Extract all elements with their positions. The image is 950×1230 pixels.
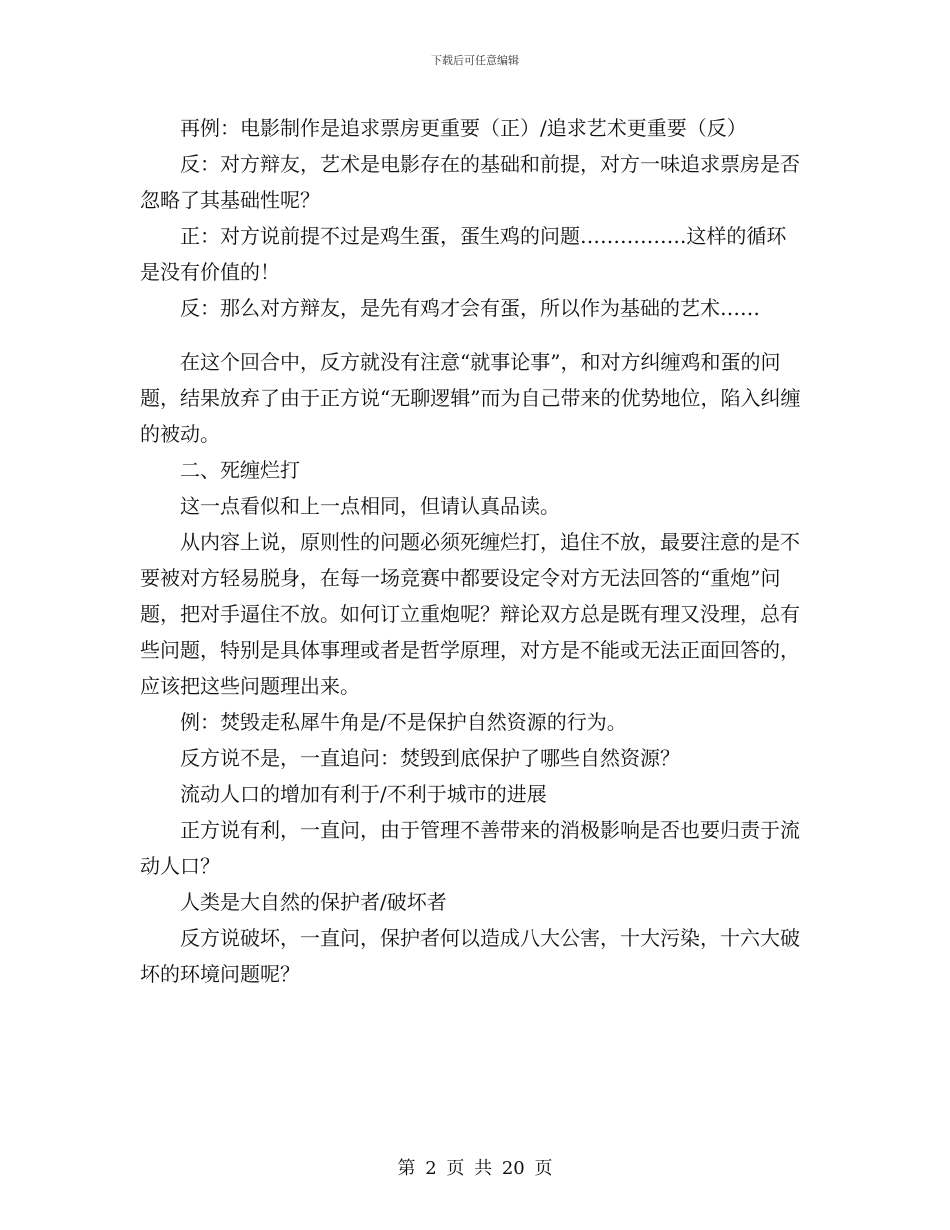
paragraph: 人类是大自然的保护者/破坏者 — [180, 890, 447, 914]
paragraph: 从内容上说，原则性的问题必须死缠烂打，追住不放，最要注意的是不要被对方轻易脱身，在每一场竞赛中都要设定令对方无法回答的“重炮”问题，把对手逼住不放。如何订立重炮呢？辩论双方总是既有理又没理，总有些问题，特别是具体事理或者是哲学原理，对方是不能或无法正面回答的，应该把这些问题理出来。 — [140, 530, 800, 698]
paragraph: 这一点看似和上一点相同，但请认真品读。 — [180, 494, 560, 518]
paragraph: 反：那么对方辩友，是先有鸡才会有蛋，所以作为基础的艺术…… — [180, 296, 760, 320]
paragraph: 流动人口的增加有利于/不利于城市的进展 — [180, 782, 547, 806]
paragraph: 正：对方说前提不过是鸡生蛋，蛋生鸡的问题…………….这样的循环是没有价值的！ — [140, 224, 787, 284]
document-body — [140, 110, 805, 992]
paragraph: 反方说不是，一直追问：焚毁到底保护了哪些自然资源？ — [180, 746, 680, 770]
paragraph: 反：对方辩友，艺术是电影存在的基础和前提，对方一味追求票房是否忽略了其基础性呢？ — [140, 152, 800, 212]
section-heading: 二、死缠烂打 — [180, 458, 300, 482]
paragraph: 在这个回合中，反方就没有注意“就事论事”，和对方纠缠鸡和蛋的问题，结果放弃了由于正方说“无聊逻辑”而为自己带来的优势地位，陷入纠缠的被动。 — [140, 350, 801, 446]
page-number-footer: 第 2 页 共 20 页 — [397, 1158, 553, 1179]
paragraph: 反方说破坏，一直问，保护者何以造成八大公害，十大污染，十六大破坏的环境问题呢？ — [140, 926, 800, 986]
paragraph: 再例：电影制作是追求票房更重要（正）/追求艺术更重要（反） — [180, 116, 747, 140]
paragraph: 例：焚毁走私犀牛角是/不是保护自然资源的行为。 — [180, 710, 627, 734]
page-header: 下载后可任意编辑 — [431, 54, 519, 67]
paragraph: 正方说有利，一直问，由于管理不善带来的消极影响是否也要归责于流动人口？ — [140, 818, 800, 878]
